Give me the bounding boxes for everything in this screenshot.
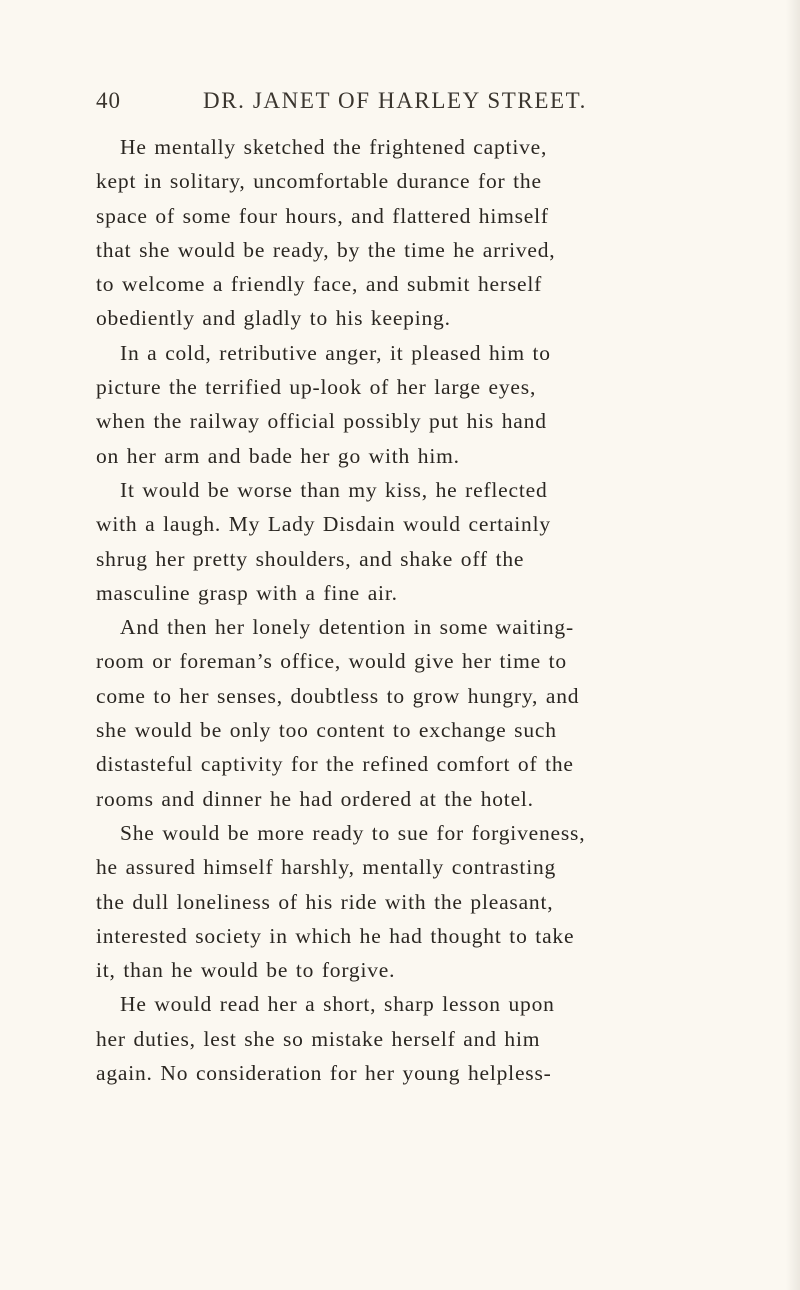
text-line: her duties, lest she so mistake herself and him	[96, 1026, 541, 1051]
body-text	[96, 130, 746, 1090]
text-line: obediently and gladly to his keeping.	[96, 306, 451, 331]
text-line: with a laugh. My Lady Disdain would certainly	[96, 512, 551, 537]
text-line: on her arm and bade her go with him.	[96, 443, 460, 468]
text-line: distasteful captivity for the refined comfort of the	[96, 752, 574, 777]
text-line: room or foreman’s office, would give her time to	[96, 649, 567, 674]
text-line: shrug her pretty shoulders, and shake off the	[96, 546, 525, 571]
text-line: to welcome a friendly face, and submit herself	[96, 272, 543, 297]
running-head	[96, 88, 736, 118]
text-line: he assured himself harshly, mentally contrasting	[96, 855, 557, 880]
text-line: kept in solitary, uncomfortable durance for the	[96, 169, 542, 194]
text-line: rooms and dinner he had ordered at the hotel.	[96, 786, 534, 811]
text-line: again. No consideration for her young helpless-	[96, 1061, 552, 1086]
running-title: DR. JANET OF HARLEY STREET.	[203, 88, 587, 113]
text-line: she would be only too content to exchange such	[96, 718, 557, 743]
text-line: She would be more ready to sue for forgiveness,	[120, 820, 586, 845]
text-line: interested society in which he had thought to take	[96, 923, 575, 948]
page-number: 40	[96, 88, 121, 113]
text-line: In a cold, retributive anger, it pleased him to	[120, 340, 551, 365]
text-line: when the railway official possibly put his hand	[96, 409, 547, 434]
text-line: the dull loneliness of his ride with the pleasant,	[96, 889, 554, 914]
text-line: space of some four hours, and flattered himself	[96, 203, 549, 228]
text-line: masculine grasp with a fine air.	[96, 580, 398, 605]
text-line: that she would be ready, by the time he arrived,	[96, 237, 556, 262]
page-edge-shadow	[786, 0, 800, 1290]
text-line: come to her senses, doubtless to grow hungry, and	[96, 683, 580, 708]
text-line: it, than he would be to forgive.	[96, 958, 396, 983]
text-line: picture the terrified up-look of her large eyes,	[96, 375, 537, 400]
text-line: And then her lonely detention in some waiting-	[120, 615, 574, 640]
text-line: It would be worse than my kiss, he reflected	[120, 477, 548, 502]
text-line: He mentally sketched the frightened captive,	[120, 135, 548, 159]
text-line: He would read her a short, sharp lesson upon	[120, 992, 555, 1017]
